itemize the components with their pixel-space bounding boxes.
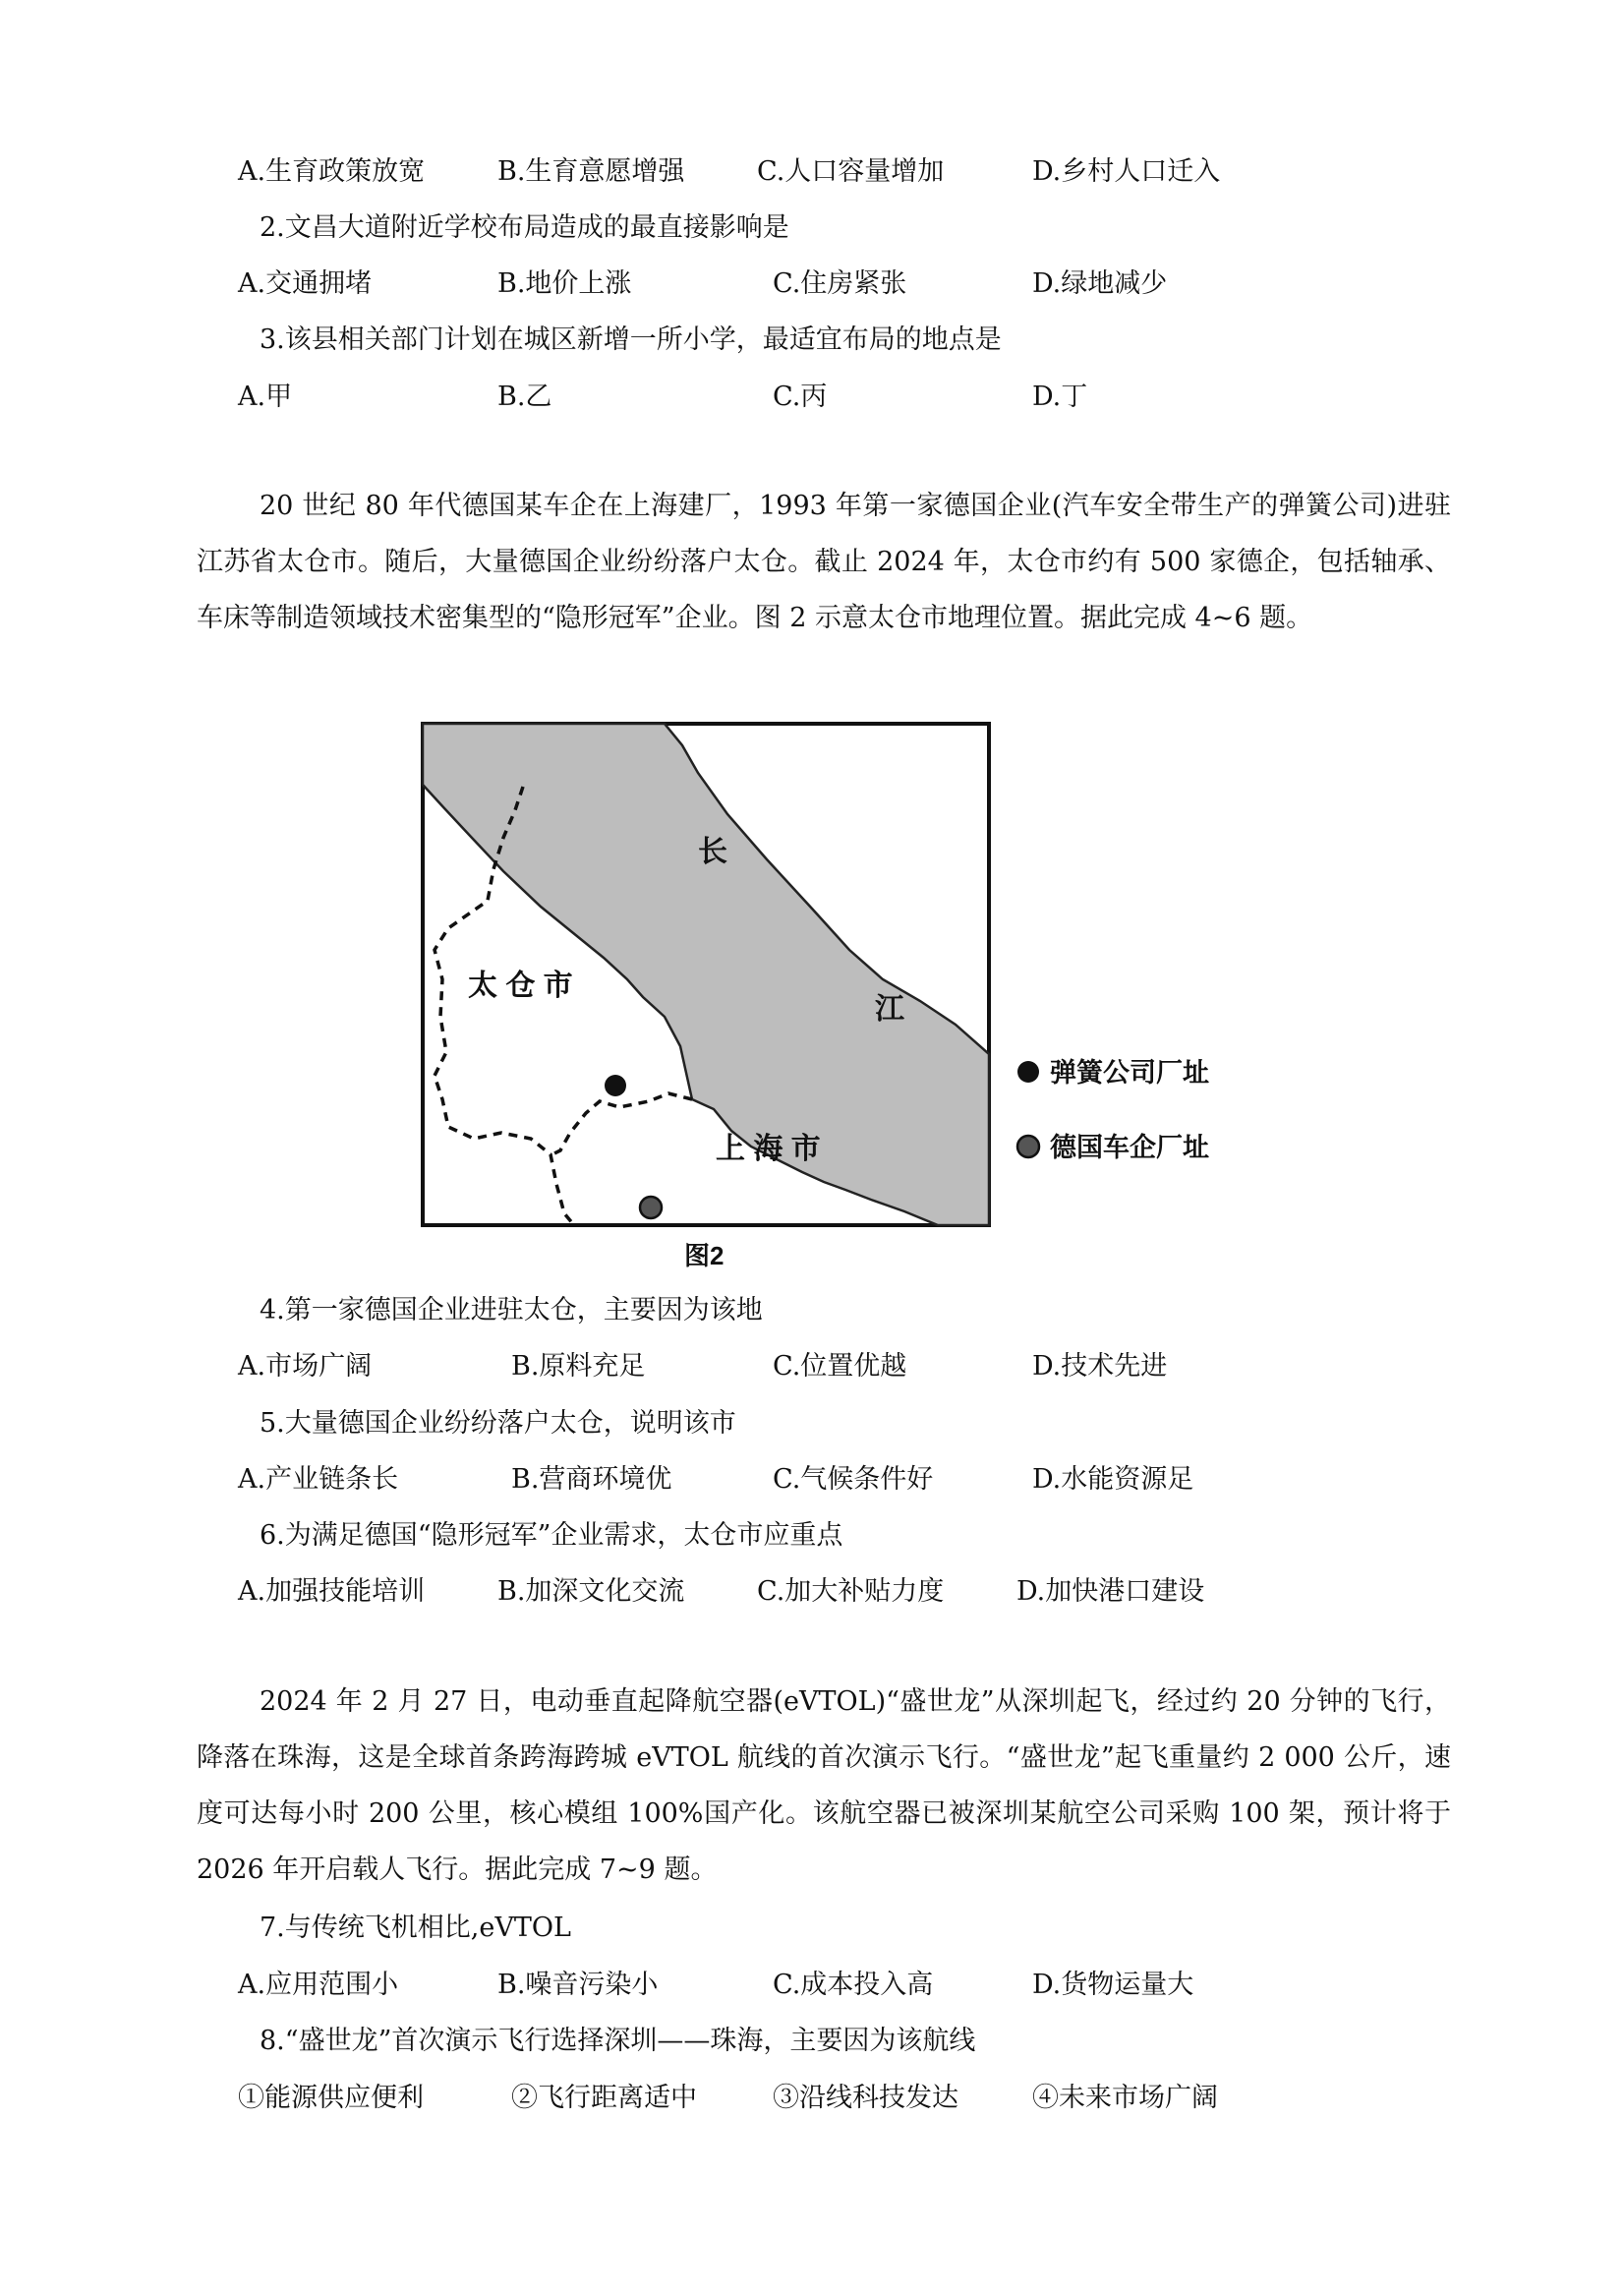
q7-option-c: C.成本投入高: [773, 1970, 934, 2000]
label-taicang: 太 仓 市: [468, 970, 573, 1002]
q2-stem: 2.文昌大道附近学校布局造成的最直接影响是: [260, 212, 789, 243]
q6-option-a: A.加强技能培训: [238, 1576, 426, 1607]
q2-option-c: C.住房紧张: [773, 268, 907, 299]
q8-option-4: ④未来市场广阔: [1032, 2083, 1218, 2113]
figure-taicang-map: [421, 722, 1237, 1272]
q5-option-d: D.水能资源足: [1032, 1464, 1194, 1495]
spring-company-marker: [605, 1075, 626, 1096]
q3-option-d: D.丁: [1032, 382, 1088, 412]
legend-car-icon: [1017, 1136, 1039, 1157]
legend-car-label: 德国车企厂址: [1050, 1133, 1209, 1162]
q5-option-c: C.气候条件好: [773, 1464, 934, 1495]
q2-option-a: A.交通拥堵: [238, 268, 373, 299]
q1-option-a: A.生育政策放宽: [238, 156, 426, 187]
q6-option-b: B.加深文化交流: [497, 1576, 685, 1607]
passage-taicang: 20 世纪 80 年代德国某车企在上海建厂，1993 年第一家德国企业(汽车安全带生产的弹簧公司)进驻江苏省太仓市。随后，大量德国企业纷纷落户太仓。截止 2024 年，太仓市约有 500 家德企，包括轴承、车床等制造领域技术密集型的“隐形冠军”企业。图 2 示意太仓市地理位置。据此完成 4~6 题。: [197, 491, 1451, 633]
q3-stem: 3.该县相关部门计划在城区新增一所小学，最适宜布局的地点是: [260, 324, 1002, 355]
q4-stem: 4.第一家德国企业进驻太仓，主要因为该地: [260, 1295, 763, 1325]
legend-spring-label: 弹簧公司厂址: [1050, 1058, 1209, 1088]
q7-stem: 7.与传统飞机相比,eVTOL: [260, 1913, 571, 1943]
q8-stem: 8.“盛世龙”首次演示飞行选择深圳——珠海，主要因为该航线: [260, 2026, 976, 2056]
q6-option-c: C.加大补贴力度: [757, 1576, 945, 1607]
car-plant-marker: [640, 1197, 662, 1218]
q8-option-2: ②飞行距离适中: [511, 2083, 697, 2113]
q6-option-d: D.加快港口建设: [1016, 1576, 1205, 1607]
q3-option-c: C.丙: [773, 382, 828, 412]
legend-spring-icon: [1017, 1061, 1039, 1083]
q6-stem: 6.为满足德国“隐形冠军”企业需求，太仓市应重点: [260, 1520, 843, 1551]
q8-option-1: ①能源供应便利: [238, 2083, 424, 2113]
q8-option-3: ③沿线科技发达: [773, 2083, 958, 2113]
label-river-chang: 长: [698, 836, 727, 868]
q4-option-b: B.原料充足: [511, 1351, 646, 1382]
q2-option-d: D.绿地减少: [1032, 268, 1168, 299]
q1-option-d: D.乡村人口迁入: [1032, 156, 1221, 187]
q1-option-c: C.人口容量增加: [757, 156, 945, 187]
q2-option-b: B.地价上涨: [497, 268, 632, 299]
q5-option-a: A.产业链条长: [238, 1464, 399, 1495]
label-shanghai: 上 海 市: [716, 1133, 821, 1165]
q7-option-a: A.应用范围小: [238, 1970, 399, 2000]
figure-caption: 图2: [684, 1241, 725, 1270]
q3-option-a: A.甲: [238, 382, 293, 412]
passage-evtol: 2024 年 2 月 27 日，电动垂直起降航空器(eVTOL)“盛世龙”从深圳起飞，经过约 20 分钟的飞行，降落在珠海，这是全球首条跨海跨城 eVTOL 航线的首次演示飞行。“盛世龙”起飞重量约 2 000 公斤，速度可达每小时 200 公里，核心模组 100%国产化。该航空器已被深圳某航空公司采购 100 架，预计将于 2026 年开启载人飞行。据此完成 7~9 题。: [197, 1686, 1451, 1885]
q5-stem: 5.大量德国企业纷纷落户太仓，说明该市: [260, 1408, 736, 1439]
q5-option-b: B.营商环境优: [511, 1464, 672, 1495]
q7-option-b: B.噪音污染小: [497, 1970, 659, 2000]
q1-option-b: B.生育意愿增强: [497, 156, 685, 187]
q4-option-c: C.位置优越: [773, 1351, 907, 1382]
q7-option-d: D.货物运量大: [1032, 1970, 1194, 2000]
q4-option-d: D.技术先进: [1032, 1351, 1168, 1382]
q4-option-a: A.市场广阔: [238, 1351, 373, 1382]
label-river-jiang: 江: [875, 993, 904, 1026]
q3-option-b: B.乙: [497, 382, 552, 412]
